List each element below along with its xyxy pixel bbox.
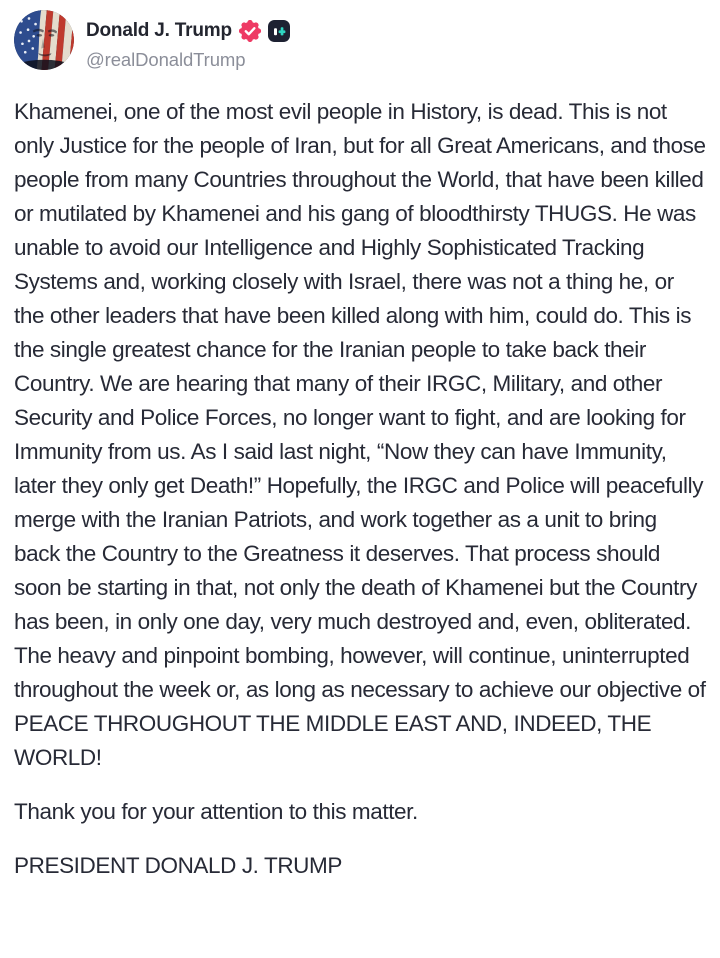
post-paragraph-main: Khamenei, one of the most evil people in History, is dead. This is not only Justice for the people of Iran, but for all Great Americans, and those people from many Countries throughout the World, that have been killed or mutilated by Khamenei and his gang of bloodthirsty THUGS. He was unable to avoid our Intelligence and Highly Sophisticated Tracking Systems and, working closely with Israel, there was not a thing he, or the other leaders that have been killed along with him, could do. This is the single greatest chance for the Iranian people to take back their Country. We are hearing that many of their IRGC, Military, and other Security and Police Forces, no longer want to fight, and are looking for Immunity from us. As I said last night, “Now they can have Immunity, later they only get Death!” Hopefully, the IRGC and Police will peacefully merge with the Iranian Patriots, and work together as a unit to bring back the Country to the Greatness it deserves. That process should soon be starting in that, not only the death of Khamenei but the Country has been, in only one day, very much destroyed and, even, obliterated. The heavy and pinpoint bombing, however, will continue, uninterrupted throughout the week or, as long as necessary to achieve our objective of PEACE THROUGHOUT THE MIDDLE EAST AND, INDEED, THE WORLD!: [14, 99, 706, 770]
display-name[interactable]: Donald J. Trump: [86, 20, 232, 41]
post-paragraph-closing: Thank you for your attention to this matter.: [14, 799, 418, 824]
flag-face-avatar-icon: [14, 10, 74, 70]
post-paragraph-signature: PRESIDENT DONALD J. TRUMP: [14, 853, 342, 878]
plus-badge-icon: [268, 20, 290, 42]
post-header: [0, 0, 720, 71]
avatar[interactable]: [14, 10, 74, 70]
post-body: [0, 95, 720, 883]
name-row: [86, 20, 290, 42]
user-handle[interactable]: @realDonaldTrump: [86, 49, 246, 70]
verified-badge-icon: [239, 20, 261, 42]
identity-block: [86, 10, 290, 71]
